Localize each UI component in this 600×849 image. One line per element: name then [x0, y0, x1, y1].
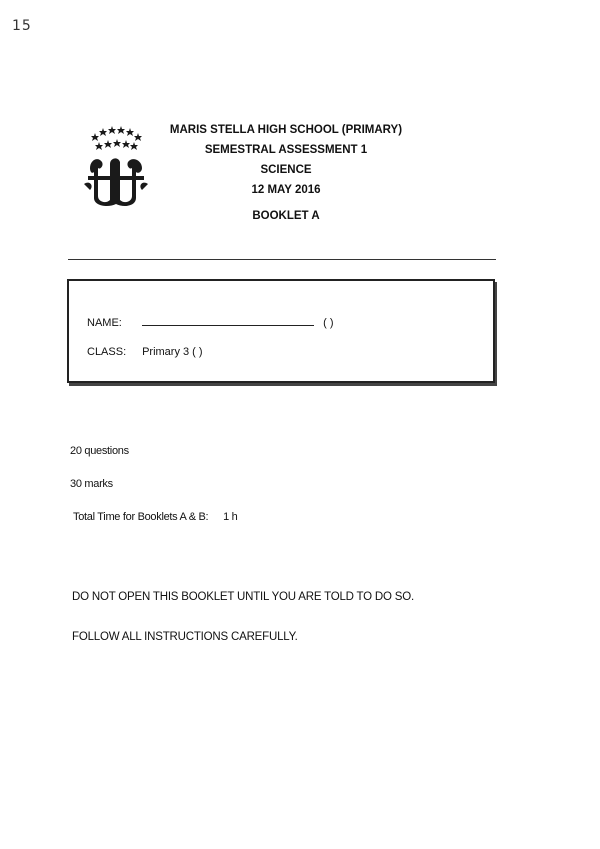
name-field[interactable] — [142, 315, 314, 326]
school-crest-icon — [80, 124, 152, 208]
question-count: 20 questions — [70, 445, 129, 457]
assessment-title: SEMESTRAL ASSESSMENT 1 — [204, 144, 368, 156]
subject-title: SCIENCE — [260, 164, 312, 176]
booklet-label: BOOKLET A — [252, 210, 320, 222]
name-label: NAME: — [87, 317, 122, 329]
header-divider — [68, 259, 496, 260]
total-time — [73, 511, 237, 523]
class-field[interactable]: Primary 3 ( ) — [142, 346, 203, 358]
class-label: CLASS: — [87, 346, 127, 358]
exam-header — [150, 120, 422, 226]
exam-date: 12 MAY 2016 — [251, 184, 321, 196]
time-label: Total Time for Booklets A & B: — [73, 511, 209, 523]
student-details-box — [67, 279, 495, 383]
handwritten-page-mark: 15 — [12, 18, 32, 34]
school-name: MARIS STELLA HIGH SCHOOL (PRIMARY) — [169, 124, 403, 136]
total-marks: 30 marks — [70, 478, 113, 490]
class-row — [87, 346, 203, 358]
instruction-do-not-open: DO NOT OPEN THIS BOOKLET UNTIL YOU ARE TOLD TO DO SO. — [72, 591, 414, 603]
instruction-follow-carefully: FOLLOW ALL INSTRUCTIONS CAREFULLY. — [72, 631, 298, 643]
name-row — [87, 315, 334, 329]
time-value: 1 h — [223, 511, 238, 523]
index-number-field[interactable]: ( ) — [323, 317, 334, 329]
